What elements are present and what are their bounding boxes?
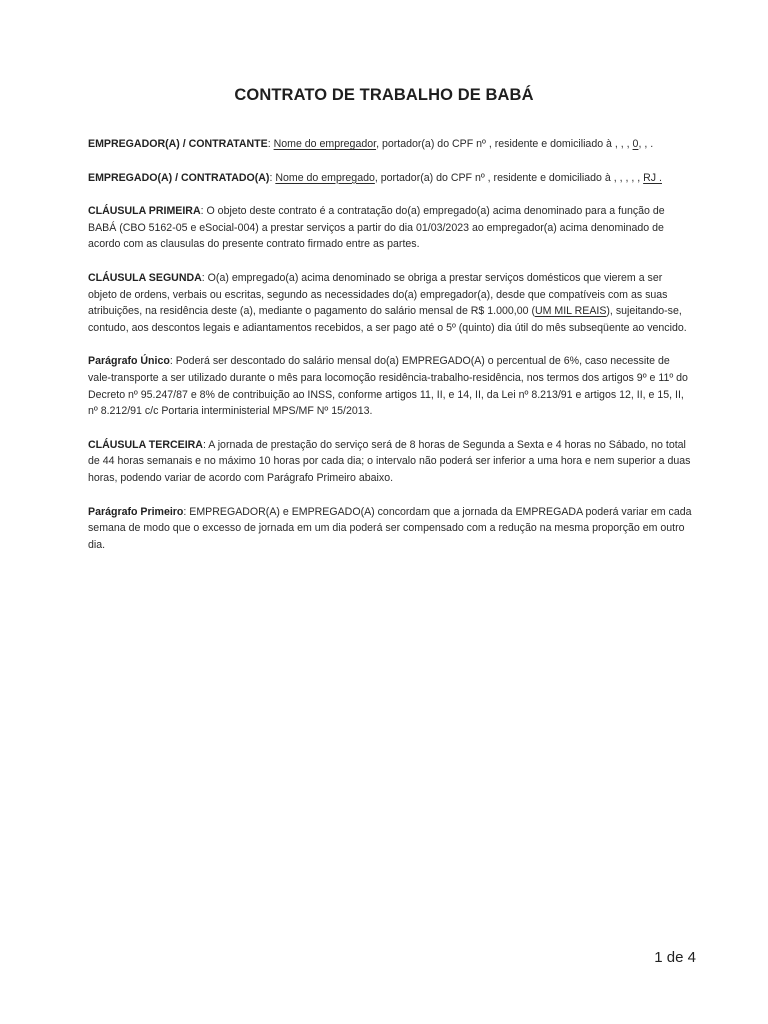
paragrafo-unico <box>88 353 692 419</box>
clause-2-paragraph <box>88 270 692 336</box>
clause-2-label: CLÁUSULA SEGUNDA <box>88 271 202 284</box>
paragrafo-primeiro-label: Parágrafo Primeiro <box>88 505 184 518</box>
employee-state-field: RJ . <box>643 171 662 184</box>
employee-sep: : <box>269 171 276 184</box>
employee-text-a: , portador(a) do CPF nº , residente e domiciliado à , , , , , <box>374 171 644 184</box>
clause-2-text-a: : O(a) empregado(a) acima denominado se obriga a prestar serviços domésticos que vierem a ser objeto de ordens, verbais ou escritas, segundo as necessidades do(a) empregador(a), desde que compatíveis com as suas atribuições, na residência deste (a), mediante o pagamento do salário mensal de R$ 1.000,00 ( <box>88 271 668 318</box>
paragrafo-primeiro-text: : EMPREGADOR(A) e EMPREGADO(A) concordam que a jornada da EMPREGADA poderá variar em cada semana de modo que o excesso de jornada em um dia poderá ser compensado com a redução na mesma proporção em outro dia. <box>88 505 692 551</box>
document-title: CONTRATO DE TRABALHO DE BABÁ <box>234 86 534 104</box>
employer-zero-field: 0 <box>632 138 639 150</box>
clause-1-paragraph <box>88 203 692 253</box>
clause-3-text: : A jornada de prestação do serviço será de 8 horas de Segunda a Sexta e 4 horas no Sábado, no total de 44 horas semanais e no máximo 10 horas por cada dia; o intervalo não poderá ser inferior a uma hora e nem superior a duas horas, podendo variar de acordo com Parágrafo Primeiro abaixo. <box>88 438 691 484</box>
employer-text-b: , , . <box>638 138 654 150</box>
clause-3-label: CLÁUSULA TERCEIRA <box>88 438 203 451</box>
clause-1-text: : O objeto deste contrato é a contratação do(a) empregado(a) acima denominado para a função de BABÁ (CBO 5162-05 e eSocial-004) a prestar serviços a partir do dia 01/03/2023 ao empregador(a) acima denominado de acordo com as clausulas do presente contrato firmado entre as partes. <box>88 205 665 251</box>
paragrafo-primeiro <box>88 504 692 554</box>
employee-paragraph <box>88 170 692 187</box>
employer-label: EMPREGADOR(A) / CONTRATANTE <box>88 138 268 150</box>
employer-paragraph <box>88 136 692 153</box>
clause-1-label: CLÁUSULA PRIMEIRA <box>88 205 201 218</box>
paragrafo-unico-label: Parágrafo Único <box>88 355 170 368</box>
clause-2-text-b: ), sujeitando-se, contudo, aos descontos legais e adiantamentos recebidos, a ser pago até o 5º (quinto) dia útil do mês subseqüente ao vencido. <box>88 305 687 334</box>
paragrafo-unico-text: : Poderá ser descontado do salário mensal do(a) EMPREGADO(A) o percentual de 6%, caso necessite de vale-transporte a ser utilizado durante o mês para locomoção residência-trabalho-residência, nos termos dos artigos 9º e 11º do Decreto nº 95.247/87 e 8% de contribuição ao INSS, conforme artigos 11, II, e 14, II, da Lei nº 8.213/91 e artigos 12, II, e 15, II, nº 8.212/91 c/c Portaria interministerial MPS/MF Nº 15/2013. <box>88 355 688 418</box>
document-body <box>88 136 692 570</box>
employer-text-a: , portador(a) do CPF nº , residente e domiciliado à , , , <box>376 138 633 150</box>
salary-words-field: UM MIL REAIS <box>534 305 607 318</box>
clause-3-paragraph <box>88 437 692 487</box>
employer-name-field: Nome do empregador <box>273 138 377 150</box>
employer-sep: : <box>267 138 274 150</box>
page-number: 1 de 4 <box>654 949 696 966</box>
employee-label: EMPREGADO(A) / CONTRATADO(A) <box>88 171 270 184</box>
employee-name-field: Nome do empregado <box>275 171 375 184</box>
